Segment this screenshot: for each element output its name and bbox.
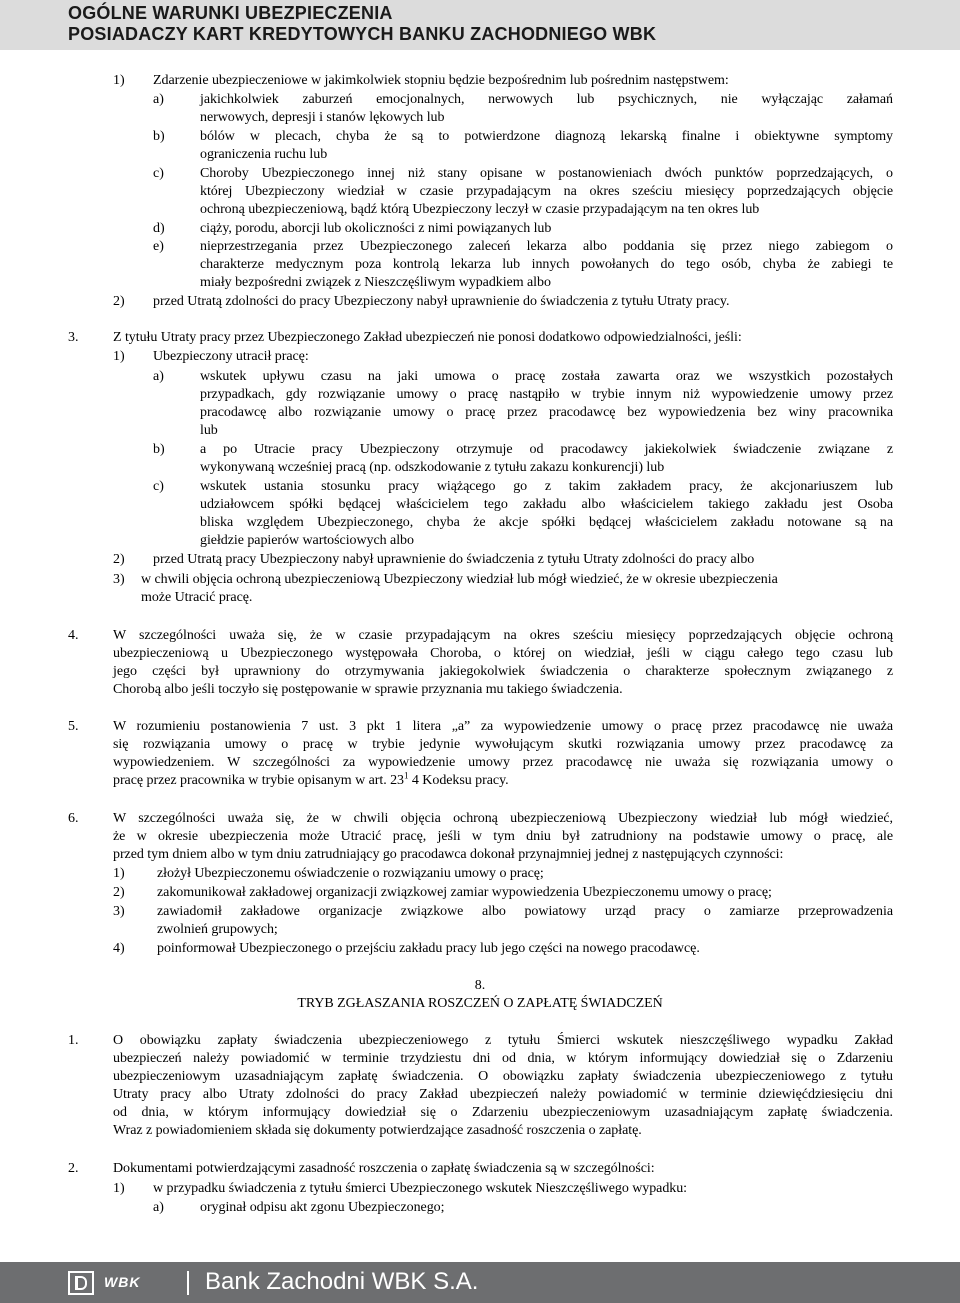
paragraph-line: W szczególności uważa się, że w chwili objęcia ochroną ubezpieczeniową Ubezpieczony wiedział lub mógł wiedzieć,: [113, 811, 893, 826]
paragraph-line: W rozumieniu postanowienia 7 ust. 3 pkt 1 litera „a” za wypowiedzenie umowy o pracę przez pracodawcę nie uważa: [113, 719, 893, 734]
paragraph-line: jego części był uprawniony do otrzymywania jakiegokolwiek świadczenia o charakterze społecznym związanego z: [113, 664, 893, 679]
list-label: 3): [113, 572, 125, 587]
list-label: d): [153, 221, 165, 236]
paragraph-line: O obowiązku zapłaty świadczenia ubezpieczeniowego z tytułu Śmierci wskutek nieszczęśliwego wypadku Zakład: [113, 1033, 893, 1048]
footer-divider: [187, 1271, 189, 1295]
paragraph-line: się rozwiązania umowy o pracę w trybie jedynie wywołującym skutki rozwiązania umowy przez pracodawcę za: [113, 737, 893, 752]
list-label: b): [153, 129, 165, 144]
section-number: 3.: [68, 330, 79, 345]
paragraph-line: Choroby Ubezpieczonego innej niż stany opisane w postanowieniach dwóch punktów poprzedzających, o: [200, 166, 893, 181]
paragraph-line: W szczególności uważa się, że w czasie przypadającym na okres sześciu miesięcy poprzedzających objęcie ochroną: [113, 628, 893, 643]
paragraph-line: w chwili objęcia ochroną ubezpieczeniową Ubezpieczony wiedział lub mógł wiedzieć, że w okresie ubezpieczenia: [141, 572, 778, 587]
paragraph-line: przed Utratą pracy Ubezpieczony nabył uprawnienie do świadczenia z tytułu Utraty zdolności do pracy albo: [153, 552, 755, 567]
paragraph-line: udziałowcem spółki będącej właścicielem tego zakładu albo właścicielem takiego zakładu jest Osoba: [200, 497, 893, 512]
list-label: 2): [113, 552, 125, 567]
paragraph-line: ubezpieczeniowym uzasadniającym zapłatę świadczenia. O obowiązku zapłaty świadczenia ubezpieczeniowego z tytułu: [113, 1069, 893, 1084]
list-label: a): [153, 369, 164, 384]
paragraph-line: giełdzie papierów wartościowych albo: [200, 533, 414, 548]
paragraph-line: charakterze medycznym poza kontrolą lekarza lub innych powołanych do tego osób, chyba że zabiegi te: [200, 257, 893, 272]
logo-mark: [75, 1276, 87, 1290]
paragraph-line: wypowiedzeniem. W szczególności za wypowiedzenie umowy przez pracodawcę nie uważa się rozwiązania umowy o: [113, 755, 893, 770]
paragraph-line: przed tym dniem albo w tym dniu zatrudniający go pracodawca dokonał przynajmniej jednej z następujących czynności:: [113, 847, 784, 862]
paragraph-line: ubezpieczeń należy powiadomić w terminie trzydziestu dni od dnia, w którym informujący dowiedział się o Zdarzeniu: [113, 1051, 893, 1066]
list-label: 1): [113, 73, 125, 88]
bzwbk-logo-icon: [68, 1271, 94, 1295]
list-label: 1): [113, 866, 125, 881]
paragraph-line: ciąży, porodu, aborcji lub okoliczności z nimi powiązanych lub: [200, 221, 552, 236]
paragraph-line: ubezpieczeniową u Ubezpieczonego występowała Choroba, o której on wiedział, jeśli w ciągu całego tego czasu lub: [113, 646, 893, 661]
paragraph-line: pracodawcę albo rozwiązanie umowy o pracę przez pracodawcę bez wypowiedzenia bez winy pracownika: [200, 405, 893, 420]
paragraph-line: przypadkach, gdy rozwiązanie umowy o pracę nastąpiło w trybie innym niż wypowiedzenie umowy przez: [200, 387, 893, 402]
paragraph-line: zawiadomił zakładowe organizacje związkowe albo powiatowy urząd pracy o zamiarze przeprowadzenia: [157, 904, 893, 919]
list-label: c): [153, 479, 164, 494]
paragraph-line: złożył Ubezpieczonemu oświadczenie o rozwiązaniu umowy o pracę;: [157, 866, 544, 881]
superscript: 1: [404, 770, 409, 781]
list-label: c): [153, 166, 164, 181]
paragraph-line: poinformował Ubezpieczonego o przejściu zakładu pracy lub jego części na nowego pracodawcę.: [157, 941, 700, 956]
paragraph-line: Chorobą albo jeśli toczyło się postępowanie w sprawie przyznania mu takiego świadczenia.: [113, 682, 623, 697]
text-span: 4 Kodeksu pracy.: [408, 773, 509, 788]
text-span: pracę przez pracownika w trybie opisanym w art. 23: [113, 773, 404, 788]
list-label: 2): [113, 885, 125, 900]
paragraph-line: Ubezpieczony utracił pracę:: [153, 349, 309, 364]
paragraph-line: Z tytułu Utraty pracy przez Ubezpieczonego Zakład ubezpieczeń nie ponosi dodatkowo odpowiedzialności, jeśli:: [113, 330, 742, 345]
section-number: 6.: [68, 811, 79, 826]
paragraph-line: miały bezpośredni związek z Nieszczęśliwym wypadkiem albo: [200, 275, 551, 290]
section-heading-title: TRYB ZGŁASZANIA ROSZCZEŃ O ZAPŁATĘ ŚWIADCZEŃ: [297, 996, 663, 1011]
paragraph-line: bliska względem Ubezpieczonego, chyba że akcje spółki będącej właścicielem zakładu notowane są na: [200, 515, 893, 530]
paragraph-line: w przypadku świadczenia z tytułu śmierci Ubezpieczonego wskutek Nieszczęśliwego wypadku:: [153, 1181, 688, 1196]
list-label: a): [153, 92, 164, 107]
list-label: 1): [113, 1181, 125, 1196]
section-number: 4.: [68, 628, 79, 643]
document-footer: [0, 1262, 960, 1303]
paragraph-line: bólów w plecach, chyba że są to potwierdzone diagnozą lekarską finalne i obiektywne symptomy: [200, 129, 893, 144]
section-heading-number: 8.: [474, 978, 486, 993]
paragraph-line: nerwowych, depresji i stanów lękowych lub: [200, 110, 445, 125]
paragraph-line: Dokumentami potwierdzającymi zasadność roszczenia o zapłatę świadczenia są w szczególności:: [113, 1161, 655, 1176]
paragraph-line: której Ubezpieczony wiedział w czasie przypadającym na okres sześciu miesięcy poprzedzających objęcie: [200, 184, 893, 199]
paragraph-line: Zdarzenie ubezpieczeniowe w jakimkolwiek stopniu będzie bezpośrednim lub pośrednim następstwem:: [153, 73, 729, 88]
wbk-wordmark: WBK: [104, 1274, 141, 1290]
paragraph-line: ochroną ubezpieczeniową, bądź którą Ubezpieczony leczył w czasie przypadającym na ten okres lub: [200, 202, 760, 217]
paragraph-line: może Utracić pracę.: [141, 590, 253, 605]
document-header: [0, 0, 960, 50]
list-label: 1): [113, 349, 125, 364]
section-number: 5.: [68, 719, 79, 734]
section-number: 2.: [68, 1161, 79, 1176]
paragraph-line: od dnia, w którym informujący dowiedział się o Zdarzeniu ubezpieczeniowym uzasadniającym zapłatę świadczenia.: [113, 1105, 893, 1120]
paragraph-line: [113, 772, 509, 789]
paragraph-line: wskutek ustania stosunku pracy wiążącego go z takim zakładem pracy, że akcjonariuszem lub: [200, 479, 893, 494]
paragraph-line: lub: [200, 423, 218, 438]
list-label: b): [153, 442, 165, 457]
list-label: 2): [113, 294, 125, 309]
paragraph-line: zwolnień grupowych;: [157, 922, 278, 937]
list-label: e): [153, 239, 164, 254]
paragraph-line: zakomunikował zakładowej organizacji związkowej zamiar wypowiedzenia Ubezpieczonemu umowy o pracę;: [157, 885, 772, 900]
list-label: 3): [113, 904, 125, 919]
paragraph-line: wskutek upływu czasu na jaki umowa o pracę została zawarta oraz we wszystkich pozostałych: [200, 369, 893, 384]
paragraph-line: jakichkolwiek zaburzeń emocjonalnych, nerwowych lub psychicznych, nie wyłączając załamań: [200, 92, 893, 107]
paragraph-line: Wraz z powiadomieniem składa się dokumenty potwierdzające zasadność roszczenia o zapłatę.: [113, 1123, 642, 1138]
paragraph-line: a po Utracie pracy Ubezpieczony otrzymuje od pracodawcy jakiekolwiek świadczenie związane z: [200, 442, 893, 457]
list-label: a): [153, 1200, 164, 1215]
list-label: 4): [113, 941, 125, 956]
paragraph-line: nieprzestrzegania przez Ubezpieczonego zaleceń lekarza albo poddania się przez niego zabiegom o: [200, 239, 893, 254]
document-title-line-1: OGÓLNE WARUNKI UBEZPIECZENIA: [68, 3, 393, 23]
paragraph-line: ograniczenia ruchu lub: [200, 147, 328, 162]
paragraph-line: że w okresie ubezpieczenia może Utracić pracę, jeśli w tym dniu był zatrudniony na podstawie umowy o pracę, ale: [113, 829, 893, 844]
document-title-line-2: POSIADACZY KART KREDYTOWYCH BANKU ZACHODNIEGO WBK: [68, 24, 657, 44]
section-number: 1.: [68, 1033, 79, 1048]
bank-name: Bank Zachodni WBK S.A.: [205, 1268, 479, 1295]
paragraph-line: oryginał odpisu akt zgonu Ubezpieczonego;: [200, 1200, 445, 1215]
paragraph-line: przed Utratą zdolności do pracy Ubezpieczony nabył uprawnienie do świadczenia z tytułu Utraty pracy.: [153, 294, 730, 309]
paragraph-line: wykonywaną wcześniej pracą (np. odszkodowanie z tytułu zakazu konkurencji) lub: [200, 460, 665, 475]
paragraph-line: Utraty pracy albo Utraty zdolności do pracy Zakład ubezpieczeń należy powiadomić w terminie dziewięćdziesięciu dni: [113, 1087, 893, 1102]
